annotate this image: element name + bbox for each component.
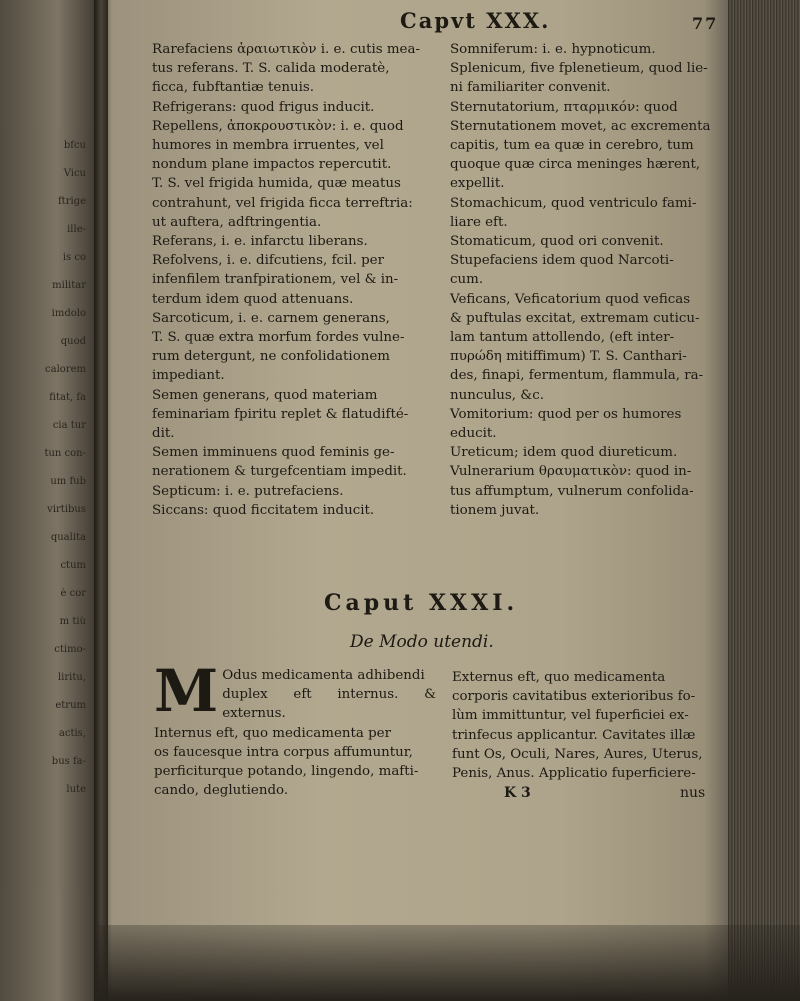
text-line: ficca, fubftantiæ tenuis. (152, 80, 314, 96)
text-line: duplex eft internus. & externus. (222, 687, 436, 722)
text-line: liare eft. (450, 214, 508, 230)
text-line: Internus eft, quo medicamenta per (154, 725, 392, 741)
chapter-heading-caput: Caput (324, 590, 418, 616)
text-line: & puftulas excitat, extremam cuticu- (450, 310, 700, 326)
text-line: Stomaticum, quod ori convenit. (450, 234, 664, 250)
lower-right-column (452, 668, 730, 783)
page-edges-right (728, 0, 800, 1001)
facing-page-fragment: quod (60, 336, 86, 347)
text-line: quoque quæ circa meninges hærent, (450, 157, 701, 173)
right-column (450, 40, 730, 520)
running-head (400, 8, 550, 33)
facing-page-fragment: fitat, fa (49, 392, 86, 403)
text-line: capitis, tum ea quæ in cerebro, tum (450, 138, 694, 154)
left-column (152, 40, 434, 520)
facing-page-fragment: ctum (60, 560, 86, 571)
text-line: πυρώδη mitiffimum) T. S. Canthari- (450, 349, 687, 365)
facing-page-fragment: liritu, (57, 672, 86, 683)
facing-page-fragment: cia tur (52, 420, 86, 431)
text-line: Refolvens, i. e. difcutiens, fcil. per (152, 253, 385, 269)
text-line: Penis, Anus. Applicatio fuperficiere- (452, 766, 696, 782)
text-line: contrahunt, vel frigida ficca terreftria: (152, 195, 413, 211)
text-line: Siccans: quod ficcitatem inducit. (152, 502, 375, 518)
text-line: Referans, i. e. infarctu liberans. (152, 234, 368, 250)
text-line: Vulnerarium θραυματικὸν: quod in- (450, 464, 692, 480)
text-line: educit. (450, 426, 497, 442)
text-line: cum. (450, 272, 484, 288)
text-line: tus referans. T. S. calida moderatè, (152, 61, 390, 77)
facing-page-fragment: bus fa- (51, 756, 86, 767)
text-line: expellit. (450, 176, 505, 192)
facing-page-fragment: ftrige (57, 196, 86, 207)
text-line: Veficans, Veficatorium quod veficas (450, 291, 691, 307)
text-line: impediant. (152, 368, 225, 384)
text-line: lùm immittuntur, vel fuperficiei ex- (452, 708, 689, 724)
page-number: 77 (692, 14, 719, 33)
facing-page-fragment: ctimo- (54, 644, 86, 655)
drop-capital: M (154, 657, 219, 725)
text-line: Sternutationem movet, ac excrementa (450, 118, 711, 134)
text-line: Repellens, ἀποκρουστικὸν: i. e. quod (152, 118, 404, 134)
text-line: nunculus, &c. (450, 387, 544, 403)
facing-page-fragment: is co (62, 252, 86, 263)
text-line: rum detergunt, ne confolidationem (152, 349, 390, 365)
text-line: Refrigerans: quod frigus inducit. (152, 99, 375, 115)
facing-page-edge (0, 0, 96, 1001)
text-line: perficiturque potando, lingendo, mafti- (154, 764, 419, 780)
facing-page-fragment: actis, (58, 728, 86, 739)
text-line: Semen imminuens quod feminis ge- (152, 445, 395, 461)
text-line: tus affumptum, vulnerum confolida- (450, 483, 694, 499)
text-line: Externus eft, quo medicamenta (452, 670, 666, 685)
facing-page-fragment: etrum (55, 700, 86, 711)
running-head-caput: Capvt (400, 8, 477, 33)
catchword: nus (680, 785, 706, 801)
text-line: nerationem & turgefcentiam impedit. (152, 464, 407, 480)
text-line: cando, deglutiendo. (154, 783, 289, 799)
chapter-heading (324, 590, 518, 616)
facing-page-fragment: tun con- (44, 448, 86, 459)
text-line: funt Os, Oculi, Nares, Aures, Uterus, (452, 746, 703, 762)
facing-page-fragment: Vicu (63, 168, 86, 179)
text-line: os faucesque intra corpus affumuntur, (154, 744, 413, 760)
chapter-subtitle: De Modo utendi. (350, 632, 494, 652)
text-line: humores in membra irruentes, vel (152, 138, 384, 154)
facing-page-fragment: bfcu (63, 140, 86, 151)
text-line: nondum plane impactos repercutit. (152, 157, 392, 173)
text-line: des, finapi, fermentum, flammula, ra- (450, 368, 704, 384)
text-line: Semen generans, quod materiam (152, 387, 378, 403)
text-line: feminariam fpiritu replet & flatudifté- (152, 406, 409, 422)
book-gutter (94, 0, 108, 1001)
text-line: terdum idem quod attenuans. (152, 291, 354, 307)
text-line: Ureticum; idem quod diureticum. (450, 445, 678, 461)
text-line: corporis cavitatibus exterioribus fo- (452, 689, 696, 705)
facing-page-fragment: m tiù (59, 616, 86, 627)
facing-page-fragment: calorem (45, 364, 86, 375)
text-line: Somniferum: i. e. hypnoticum. (450, 42, 656, 57)
text-line: ut aufterа, adftringentia. (152, 214, 322, 230)
book-page (110, 0, 732, 930)
chapter-heading-number: XXXI. (428, 590, 519, 616)
text-line: dit. (152, 426, 175, 442)
text-line: Splenicum, five fplenetieum, quod lie- (450, 61, 708, 77)
facing-page-fragment: virtibus (47, 504, 86, 515)
text-line: Odus medicamenta adhibendi (222, 668, 425, 683)
text-line: T. S. vel frigida humida, quæ meatus (152, 176, 401, 192)
text-line: ni familiariter convenit. (450, 80, 611, 96)
facing-page-fragment: um fub (50, 476, 86, 487)
lower-left-column (154, 657, 436, 800)
text-line: tionem juvat. (450, 502, 540, 518)
text-line: Sternutatorium, πταρμικόν: quod (450, 99, 678, 115)
facing-page-fragment: qualita (50, 532, 86, 543)
text-line: Vomitorium: quod per os humores (450, 406, 682, 422)
text-line: T. S. quæ extra morfum fordes vulne- (152, 330, 405, 346)
text-line: infenfilem tranfpirationem, vel & in- (152, 272, 399, 288)
text-line: Septicum: i. e. putrefaciens. (152, 483, 344, 499)
facing-page-fragment: lute (66, 784, 86, 795)
text-line: Stupefaciens idem quod Narcoti- (450, 253, 674, 269)
signature-mark: K 3 (504, 785, 531, 801)
bottom-shadow (96, 925, 800, 1001)
running-head-number: XXX. (486, 8, 551, 33)
facing-page-fragment: militar (52, 280, 86, 291)
facing-page-fragment: è cor (60, 588, 86, 599)
facing-page-fragment: ille- (67, 224, 86, 235)
text-line: Sarcoticum, i. e. carnem generans, (152, 310, 390, 326)
text-line: Stomachicum, quod ventriculo fami- (450, 195, 697, 211)
text-line: trinfecus applicantur. Cavitates illæ (452, 727, 696, 743)
text-line: Rarefaciens ἀραιωτικὸν i. e. cutis mea- (152, 42, 420, 57)
facing-page-fragment: imdolo (51, 308, 86, 319)
text-line: lam tantum attollendo, (eft inter- (450, 330, 675, 346)
